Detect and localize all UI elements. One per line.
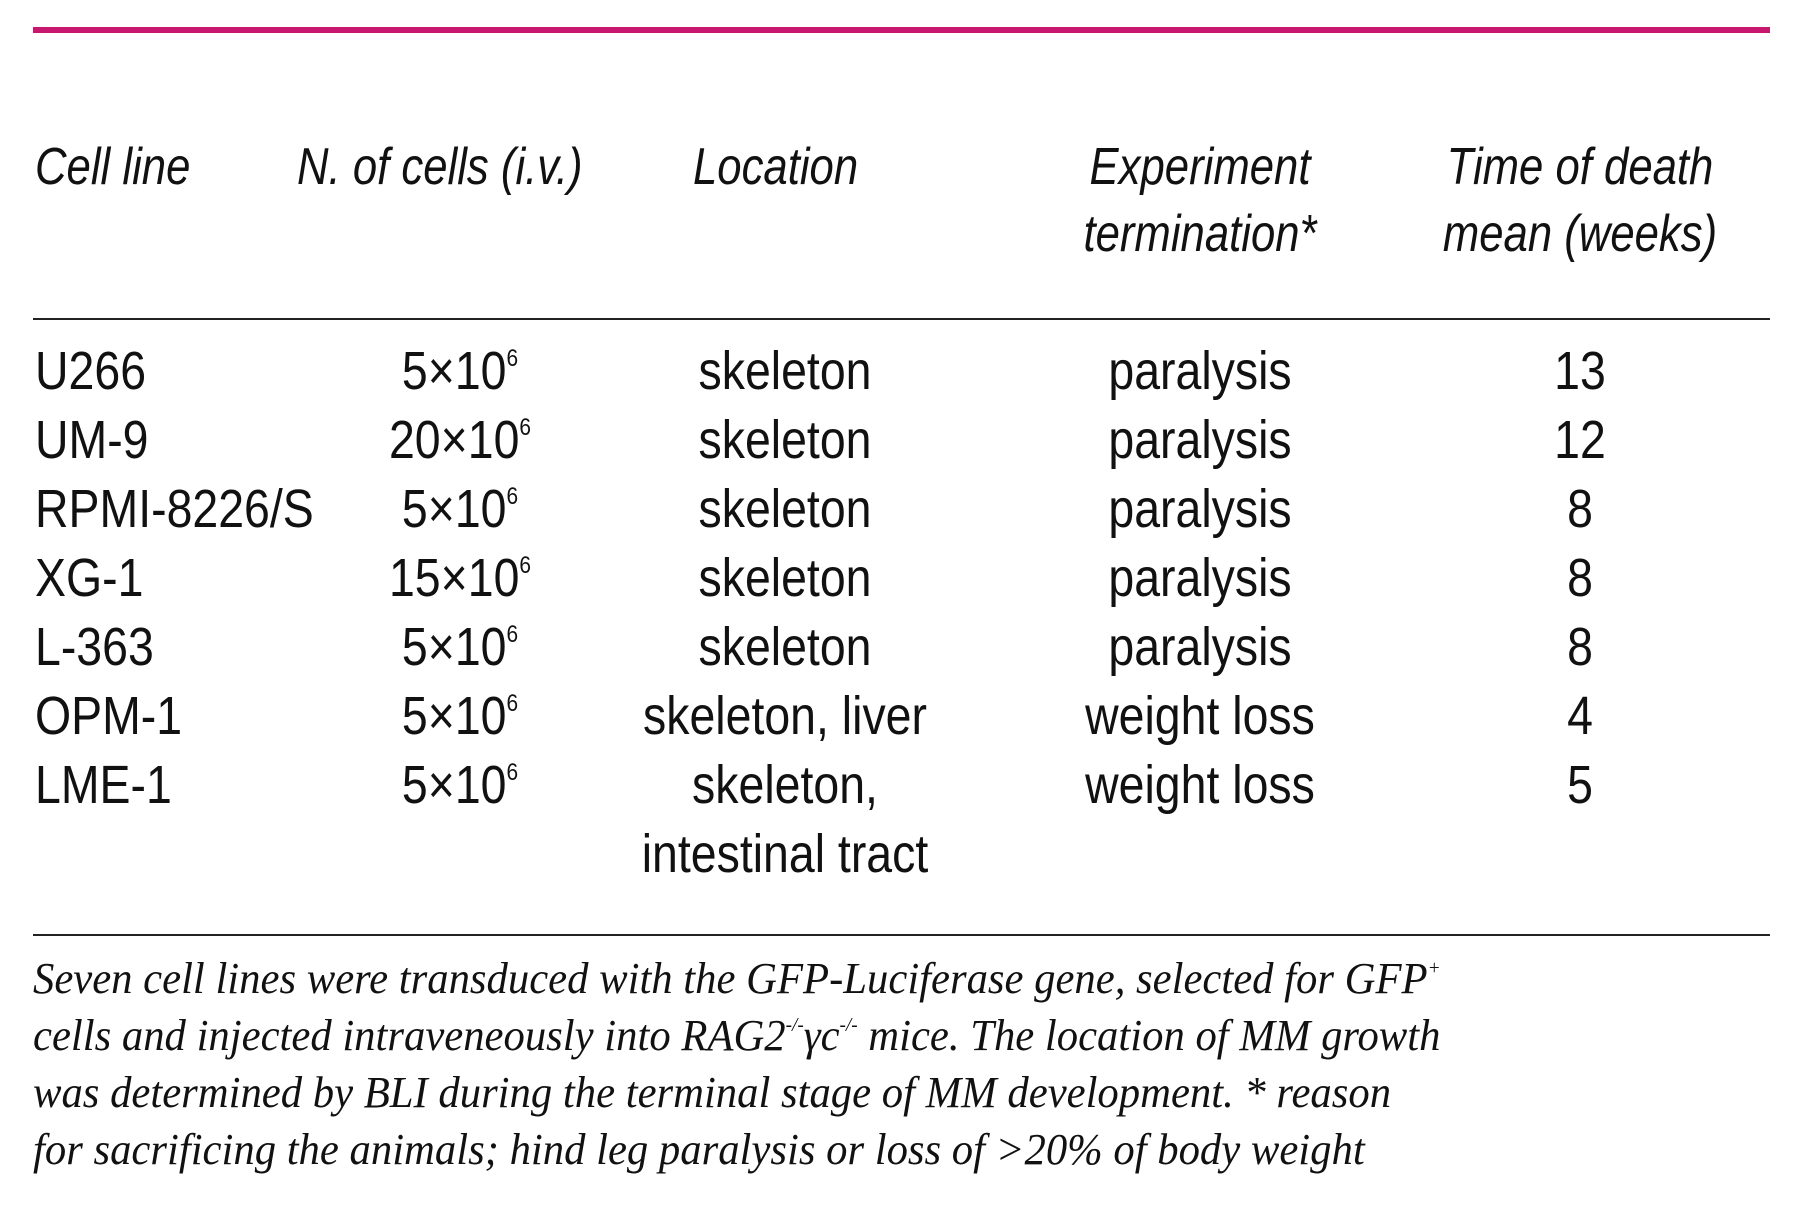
death-value: 8	[1567, 548, 1593, 608]
header-death-line1: Time of death	[1446, 138, 1714, 196]
caption-line-2: cells and injected intraveneously into RAG2-/-γc-/- mice. The location of MM growth	[33, 1011, 1441, 1060]
cell-line-value: OPM-1	[35, 686, 183, 746]
termination-value: paralysis	[1108, 341, 1292, 401]
location-value: skeleton	[698, 479, 872, 539]
caption-line-1: Seven cell lines were transduced with the GFP-Luciferase gene, selected for GFP+	[33, 954, 1441, 1003]
termination-value: paralysis	[1108, 410, 1292, 470]
header-n-cells: N. of cells (i.v.)	[297, 138, 583, 196]
cell-line-value: UM-9	[35, 410, 149, 470]
top-accent-rule	[33, 27, 1770, 33]
location-value-line2: intestinal tract	[641, 824, 929, 884]
termination-value: weight loss	[1085, 686, 1315, 746]
header-location: Location	[693, 138, 859, 196]
termination-value: paralysis	[1108, 548, 1292, 608]
n-cells-value: $5\times 10^6$	[401, 479, 519, 539]
n-cells-value: $15\times 10^6$	[388, 548, 532, 608]
table-caption	[33, 950, 1760, 1178]
location-value: skeleton	[698, 548, 872, 608]
termination-value: paralysis	[1108, 479, 1292, 539]
n-cells-value: $5\times 10^6$	[401, 341, 519, 401]
cell-line-value: U266	[35, 341, 147, 401]
death-value: 4	[1567, 686, 1593, 746]
cell-line-value: RPMI-8226/S	[35, 479, 314, 539]
cell-line-value: LME-1	[35, 755, 172, 815]
n-cells-value: $5\times 10^6$	[401, 617, 519, 677]
death-value: 8	[1567, 617, 1593, 677]
header-death-line2: mean (weeks)	[1442, 205, 1718, 263]
location-value: skeleton	[698, 341, 872, 401]
n-cells-value: $20\times 10^6$	[388, 410, 532, 470]
header-divider	[33, 318, 1770, 320]
header-termination-line2: termination*	[1083, 205, 1317, 263]
death-value: 5	[1567, 755, 1593, 815]
header-cell-line: Cell line	[35, 138, 191, 196]
cell-line-value: XG-1	[35, 548, 144, 608]
location-value: skeleton, liver	[643, 686, 927, 746]
caption-line-3: was determined by BLI during the terminal stage of MM development. * reason	[33, 1068, 1392, 1117]
death-value: 8	[1567, 479, 1593, 539]
header-termination-line1: Experiment	[1089, 138, 1311, 196]
caption-line-4: for sacrificing the animals; hind leg paralysis or loss of >20% of body weight	[33, 1125, 1365, 1174]
death-value: 13	[1554, 341, 1606, 401]
cell-line-value: L-363	[35, 617, 154, 677]
location-value: skeleton,	[692, 755, 878, 815]
termination-value: paralysis	[1108, 617, 1292, 677]
caption-divider	[33, 934, 1770, 936]
n-cells-value: $5\times 10^6$	[401, 686, 519, 746]
location-value: skeleton	[698, 410, 872, 470]
termination-value: weight loss	[1085, 755, 1315, 815]
location-value: skeleton	[698, 617, 872, 677]
n-cells-value: $5\times 10^6$	[401, 755, 519, 815]
death-value: 12	[1554, 410, 1606, 470]
